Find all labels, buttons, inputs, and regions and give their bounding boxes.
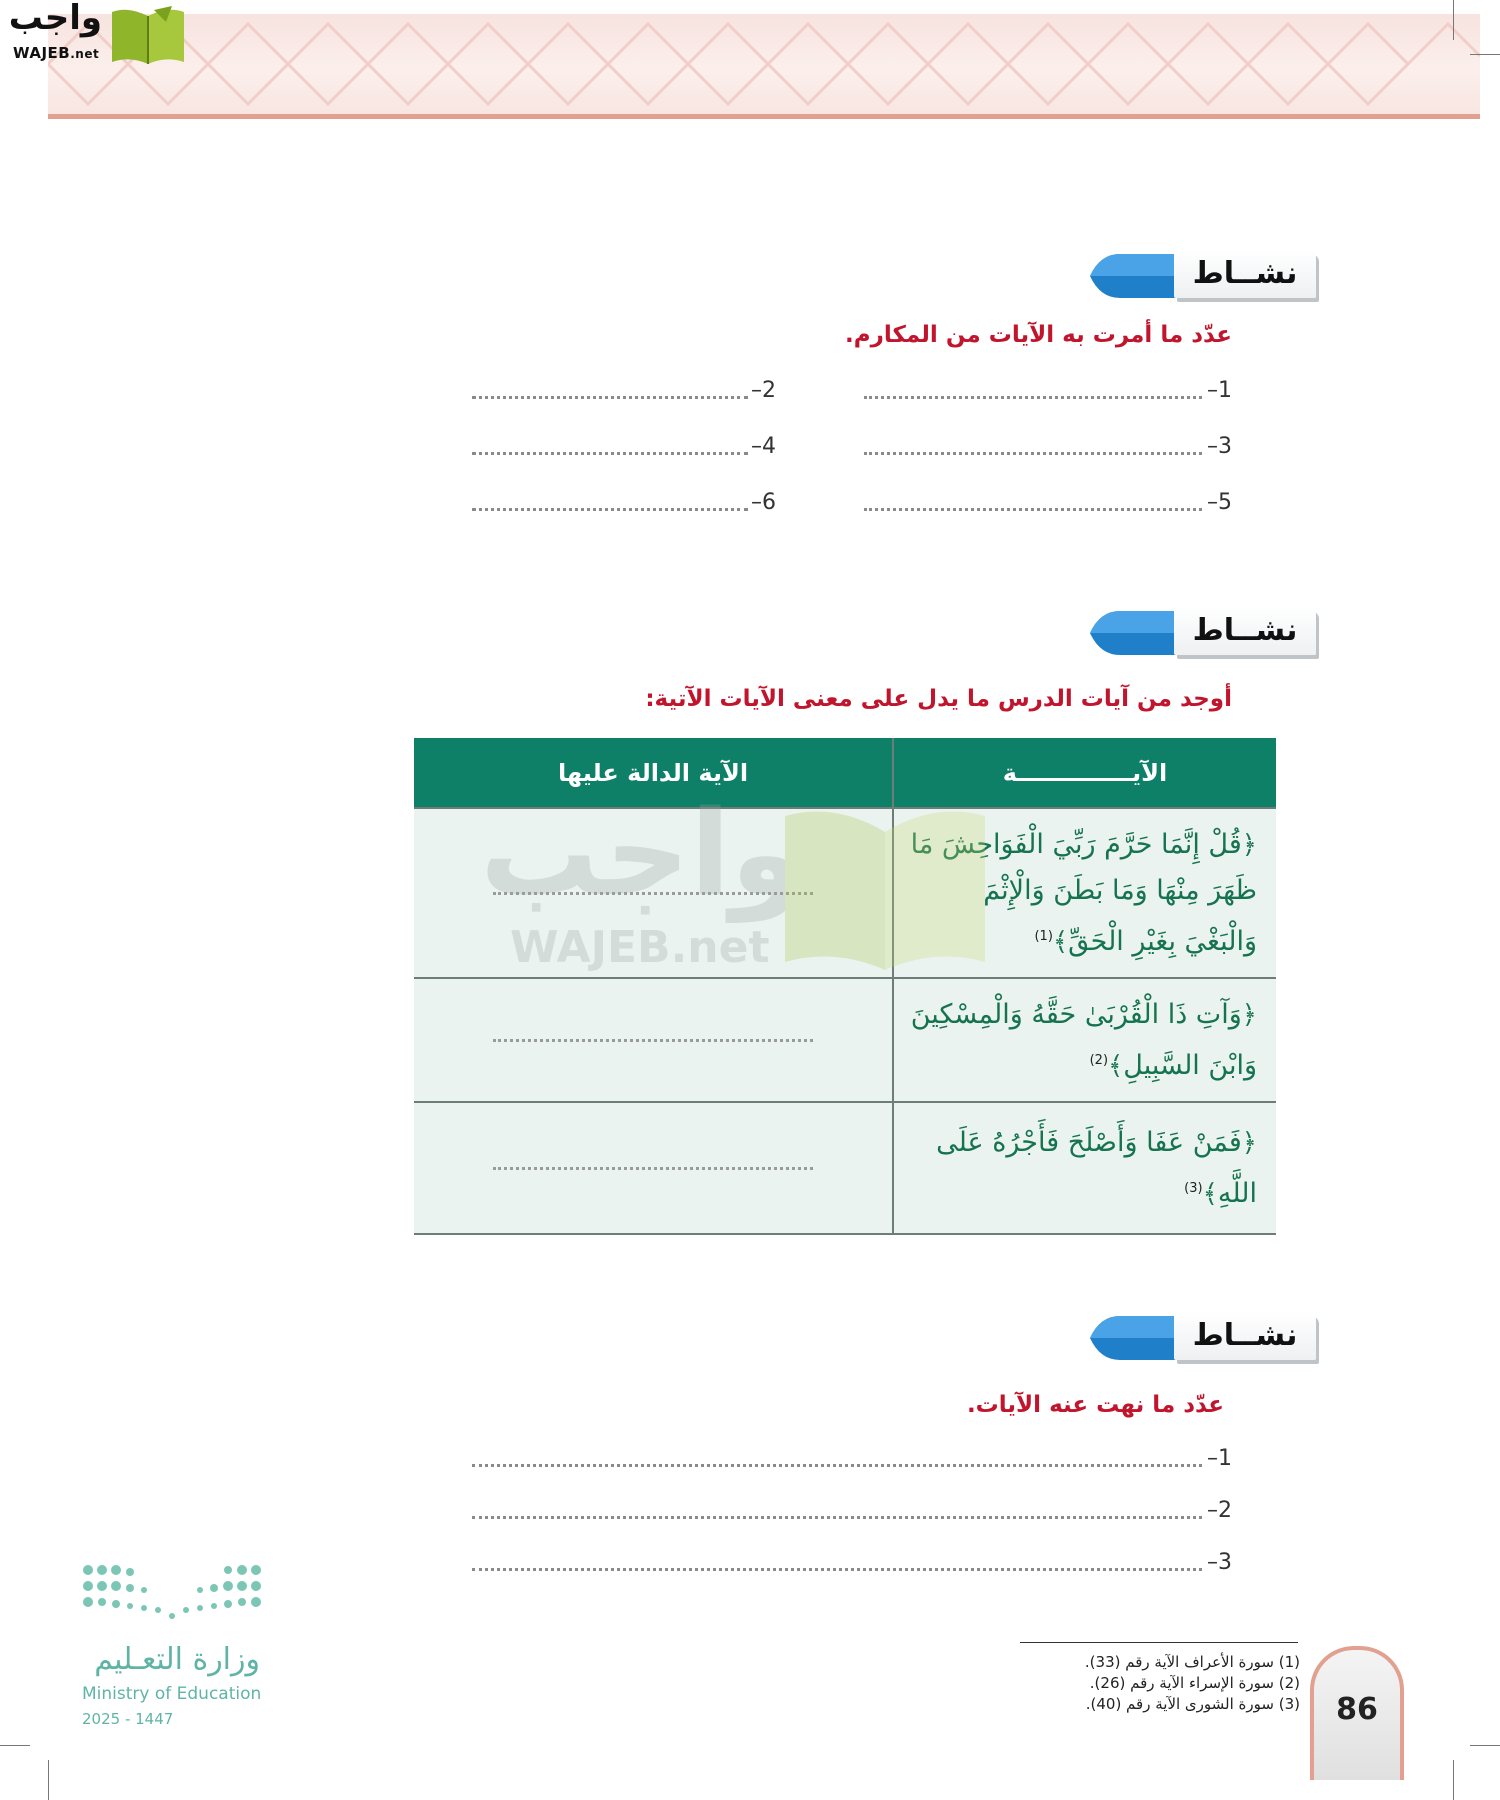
footnotes: [1020, 1652, 1300, 1715]
instruction-3: عدّد ما نهت عنه الآيات.: [966, 1392, 1224, 1418]
prohibition-item-2[interactable]: 2–: [1207, 1498, 1232, 1523]
answer-line-5[interactable]: [864, 508, 1202, 511]
answer-line-6[interactable]: [472, 508, 748, 511]
answer-item-3[interactable]: 3–: [1207, 434, 1232, 459]
verse-1: قُلْ إِنَّمَا حَرَّمَ رَبِّيَ الْفَوَاحِشَ مَا ظَهَرَ مِنْهَا وَمَا بَطَنَ وَالْإِثْمَ وَالْبَغْيَ بِغَيْرِ الْحَقِّ: [910, 828, 1257, 957]
logo-latin-text: [13, 44, 99, 62]
header-rule: [48, 114, 1480, 119]
answer-line-4[interactable]: [472, 452, 748, 455]
bracket-open-icon: ﴿: [1241, 999, 1257, 1030]
answer-dots[interactable]: [493, 1167, 813, 1170]
answer-line-3[interactable]: [864, 452, 1202, 455]
bracket-close-icon: ﴾: [1202, 1178, 1218, 1209]
footnote-1: (1) سورة الأعراف الآية رقم (33).: [1084, 1653, 1300, 1671]
answer-cell[interactable]: [414, 1102, 893, 1234]
page-number-tab: [1310, 1646, 1404, 1780]
prohibition-line-1[interactable]: [472, 1464, 1202, 1467]
verse-ref-3: (3): [1184, 1180, 1203, 1196]
activity-tab-1: [1090, 250, 1316, 302]
footnote-rule: [1020, 1642, 1298, 1643]
crop-mark: [1453, 0, 1454, 40]
verse-cell: [893, 978, 1276, 1102]
answer-line-2[interactable]: [472, 396, 748, 399]
verse-ref-1: (1): [1034, 928, 1053, 944]
verse-cell: [893, 1102, 1276, 1234]
crop-mark: [1453, 1760, 1454, 1800]
logo-sub-main: WAJEB: [13, 44, 71, 62]
answer-item-4[interactable]: 4–: [751, 434, 776, 459]
footnote-3: (3) سورة الشورى الآية رقم (40).: [1085, 1695, 1300, 1713]
crop-mark: [48, 1760, 49, 1800]
table-header-evidence: الآية الدالة عليها: [557, 758, 749, 787]
bracket-open-icon: ﴿: [1241, 829, 1257, 860]
verse-text: [895, 992, 1275, 1089]
answer-item-2[interactable]: 2–: [751, 378, 776, 403]
logo-arabic-text: واجب: [8, 0, 102, 38]
verse-3: فَمَنْ عَفَا وَأَصْلَحَ فَأَجْرُهُ عَلَى اللَّهِ: [936, 1126, 1257, 1209]
bracket-close-icon: ﴾: [1108, 1050, 1124, 1081]
answer-dots[interactable]: [493, 1039, 813, 1042]
bracket-close-icon: ﴾: [1052, 926, 1069, 957]
ministry-arabic-name: وزارة التعـليم: [94, 1642, 260, 1677]
activity-title: نشــاط: [1174, 250, 1316, 298]
watermark-text: واجب: [480, 784, 804, 922]
activity-title: نشــاط: [1174, 1312, 1316, 1360]
table-row: [414, 978, 1276, 1102]
verse-text: [895, 1120, 1275, 1217]
open-book-icon: [108, 6, 188, 66]
blue-arrow-icon: [1090, 1316, 1186, 1360]
answer-item-1[interactable]: 1–: [1207, 378, 1232, 403]
blue-arrow-icon: [1090, 254, 1186, 298]
ministry-dots-emblem-icon: [80, 1560, 270, 1630]
prohibition-item-3[interactable]: 3–: [1207, 1550, 1232, 1575]
crop-mark: [0, 1745, 30, 1746]
logo-sub-tld: .net: [70, 47, 100, 61]
answer-cell[interactable]: [414, 978, 893, 1102]
page-number: 86: [1336, 1692, 1378, 1727]
ministry-year: 2025 - 1447: [82, 1710, 174, 1728]
blue-arrow-icon: [1090, 611, 1186, 655]
wajeb-logo: [8, 0, 188, 68]
watermark-book-icon: [775, 802, 995, 972]
instruction-2: أوجد من آيات الدرس ما يدل على معنى الآيات الآتية:: [645, 686, 1232, 712]
ministry-english-name: Ministry of Education: [82, 1684, 262, 1704]
answer-line-1[interactable]: [864, 396, 1202, 399]
crop-mark: [1470, 1745, 1500, 1746]
prohibition-item-1[interactable]: 1–: [1207, 1446, 1232, 1471]
footnote-2: (2) سورة الإسراء الآية رقم (26).: [1089, 1674, 1300, 1692]
arabesque-pattern-icon: [48, 14, 1480, 114]
table-row: [414, 1102, 1276, 1234]
instruction-1: عدّد ما أمرت به الآيات من المكارم.: [845, 322, 1232, 348]
verse-ref-2: (2): [1089, 1052, 1109, 1068]
activity-title: نشــاط: [1174, 607, 1316, 655]
verse-2: وَآتِ ذَا الْقُرْبَىٰ حَقَّهُ وَالْمِسْكِينَ وَابْنَ السَّبِيلِ: [910, 998, 1257, 1081]
prohibition-line-2[interactable]: [472, 1516, 1202, 1519]
header-decorative-band: [48, 14, 1480, 114]
wajeb-watermark: [470, 784, 1000, 982]
watermark-sub: WAJEB.net: [510, 922, 770, 973]
activity-tab-3: [1090, 1312, 1316, 1364]
prohibition-line-3[interactable]: [472, 1568, 1202, 1571]
table-header-verse: الآيــــــــــــــة: [893, 738, 1276, 808]
activity-tab-2: [1090, 607, 1316, 659]
ministry-logo: [80, 1560, 280, 1730]
answer-item-6[interactable]: 6–: [751, 490, 776, 515]
crop-mark: [1470, 54, 1500, 55]
answer-item-5[interactable]: 5–: [1207, 490, 1232, 515]
bracket-open-icon: ﴿: [1241, 1127, 1257, 1158]
